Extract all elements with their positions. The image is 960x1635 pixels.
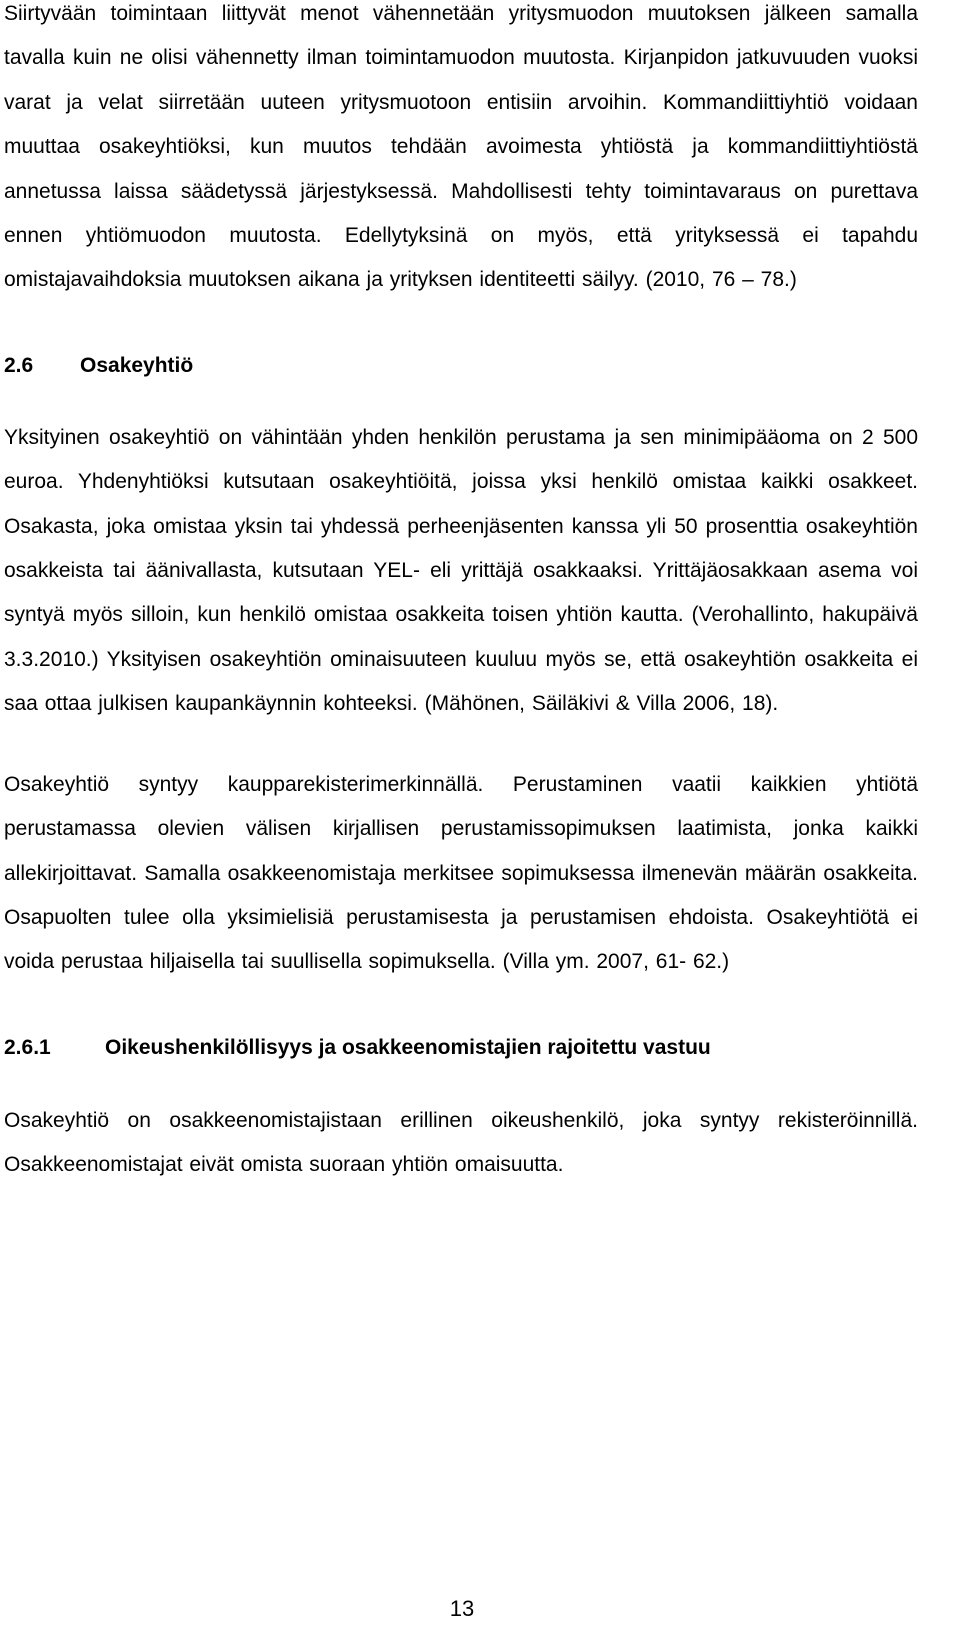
section-title: Osakeyhtiö	[80, 353, 194, 377]
page-content	[4, 0, 918, 1188]
paragraph-legal-personality: Osakeyhtiö on osakkeenomistajistaan erillinen oikeushenkilö, joka syntyy rekisteröinnillä. Osakkeenomistajat eivät omista suoraan yhtiön omaisuutta.	[4, 1108, 918, 1177]
paragraph-company-form-change: Siirtyvään toimintaan liittyvät menot vähennetään yritysmuodon muutoksen jälkeen samalla tavalla kuin ne olisi vähennetty ilman toimintamuodon muutosta. Kirjanpidon jatkuvuuden vuoksi varat ja velat siirretään uuteen yritysmuotoon entisiin arvoihin. Kommandiittiyhtiö voidaan muuttaa osakeyhtiöksi, kun muutos tehdään avoimesta yhtiöstä ja kommandiittiyhtiöstä annetussa laissa säädetyssä järjestyksessä. Mahdollisesti tehty toimintavaraus on purettava ennen yhtiömuodon muutosta. Edellytyksinä on myös, että yrityksessä ei tapahdu omistajavaihdoksia muutoksen aikana ja yrityksen identiteetti säilyy. (2010, 76 – 78.)	[4, 2, 918, 292]
section-heading-2-6-1	[4, 1033, 918, 1063]
section-heading-2-6	[4, 351, 918, 381]
section-title: Oikeushenkilöllisyys ja osakkeenomistajien rajoitettu vastuu	[105, 1035, 711, 1059]
paragraph-private-limited-company: Yksityinen osakeyhtiö on vähintään yhden henkilön perustama ja sen minimipääoma on 2 500 euroa. Yhdenyhtiöksi kutsutaan osakeyhtiöitä, joissa yksi henkilö omistaa kaikki osakkeet. Osakasta, joka omistaa yksin tai yhdessä perheenjäsenten kanssa yli 50 prosenttia osakeyhtiön osakkeista tai äänivallasta, kutsutaan YEL- eli yrittäjä osakkaaksi. Yrittäjäosakkaan asema voi syntyä myös silloin, kun henkilö omistaa osakkeita toisen yhtiön kautta. (Verohallinto, hakupäivä 3.3.2010.) Yksityisen osakeyhtiön ominaisuuteen kuuluu myös se, että osakeyhtiön osakkeita ei saa ottaa julkisen kaupankäynnin kohteeksi. (Mähönen, Säiläkivi & Villa 2006, 18).	[4, 425, 918, 716]
section-number: 2.6	[4, 353, 34, 377]
paragraph-company-formation: Osakeyhtiö syntyy kaupparekisterimerkinnällä. Perustaminen vaatii kaikkien yhtiötä perustamassa olevien välisen kirjallisen perustamissopimuksen laatimista, jonka kaikki allekirjoittavat. Samalla osakkeenomistaja merkitsee sopimuksessa ilmenevän määrän osakkeita. Osapuolten tulee olla yksimielisiä perustamisesta ja perustamisen ehdoista. Osakeyhtiötä ei voida perustaa hiljaisella tai suullisella sopimuksella. (Villa ym. 2007, 61- 62.)	[4, 772, 918, 974]
section-number: 2.6.1	[4, 1035, 51, 1059]
page-number: 13	[449, 1596, 475, 1621]
